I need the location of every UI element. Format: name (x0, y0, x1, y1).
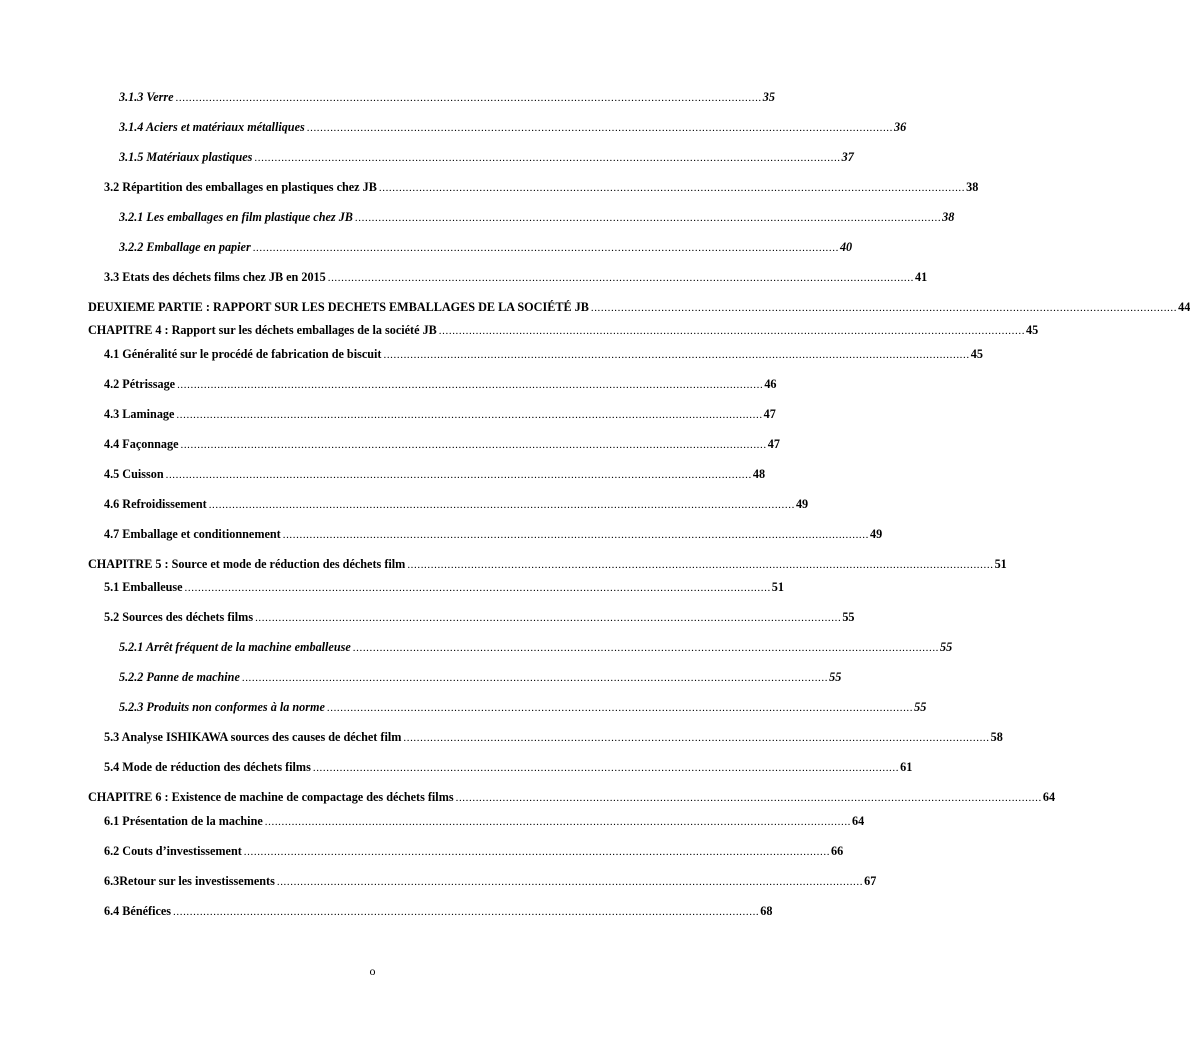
toc-entry-label: 3.1.4 Aciers et matériaux métalliques (119, 120, 305, 134)
toc-page-number: 58 (990, 730, 1003, 744)
toc-entry[interactable] (104, 376, 777, 393)
toc-page-number: 47 (767, 437, 780, 451)
toc-entry[interactable] (119, 669, 842, 686)
dot-leader: ............................................................................................................................................................................... (180, 439, 767, 451)
toc-entry-label: 4.2 Pétrissage (104, 377, 176, 391)
toc-entry[interactable] (88, 556, 1007, 573)
dot-leader: ............................................................................................................................................................................... (455, 792, 1042, 804)
toc-page-number: 68 (760, 904, 773, 918)
toc-entry-label: 3.1.5 Matériaux plastiques (119, 150, 253, 164)
toc-page-number: 38 (966, 180, 979, 194)
toc-page-number: 45 (970, 347, 983, 361)
toc-page-number: 51 (771, 580, 784, 594)
toc-entry[interactable] (119, 639, 953, 656)
toc-page-number: 51 (994, 557, 1007, 571)
toc-entry[interactable] (88, 322, 1039, 339)
toc-entry-label: 6.3Retour sur les investissements (104, 874, 275, 888)
toc-entry[interactable] (119, 239, 853, 256)
dot-leader: ............................................................................................................................................................................... (326, 702, 914, 714)
dot-leader: ............................................................................................................................................................................... (173, 906, 760, 918)
dot-leader: ............................................................................................................................................................................... (383, 349, 970, 361)
toc-entry[interactable] (104, 609, 855, 626)
toc-entry[interactable] (88, 299, 1190, 316)
dot-leader: ............................................................................................................................................................................... (327, 272, 914, 284)
dot-leader: ............................................................................................................................................................................... (264, 816, 852, 828)
dot-leader: ............................................................................................................................................................................... (254, 152, 841, 164)
toc-page-number: 55 (829, 670, 842, 684)
toc-entry[interactable] (104, 843, 844, 860)
toc-entry-label: 6.4 Bénéfices (104, 904, 172, 918)
dot-leader: ............................................................................................................................................................................... (354, 212, 942, 224)
toc-entry[interactable] (119, 209, 955, 226)
toc-page-number: 45 (1026, 323, 1039, 337)
toc-entry[interactable] (104, 179, 979, 196)
dot-leader: ............................................................................................................................................................................... (403, 732, 990, 744)
toc-page-number: 67 (864, 874, 877, 888)
dot-leader: ............................................................................................................................................................................... (306, 122, 893, 134)
toc-entry-label: DEUXIEME PARTIE : RAPPORT SUR LES DECHETS EMBALLAGES DE LA SOCIÉTÉ JB (88, 300, 589, 314)
toc-entry-label: 4.7 Emballage et conditionnement (104, 527, 281, 541)
toc-page-number: 36 (894, 120, 907, 134)
toc-entry[interactable] (104, 903, 773, 920)
dot-leader: ............................................................................................................................................................................... (352, 642, 940, 654)
toc-entry-label: 4.1 Généralité sur le procédé de fabrication de biscuit (104, 347, 382, 361)
toc-entry[interactable] (104, 466, 766, 483)
dot-leader: ............................................................................................................................................................................... (590, 302, 1178, 314)
dot-leader: ............................................................................................................................................................................... (243, 846, 831, 858)
toc-entry[interactable] (119, 699, 927, 716)
toc-entry-label: 5.2.3 Produits non conformes à la norme (119, 700, 325, 714)
toc-page-number: 64 (852, 814, 865, 828)
dot-leader: ............................................................................................................................................................................... (175, 92, 762, 104)
toc-entry[interactable] (119, 149, 854, 166)
toc-entry-label: 6.2 Couts d’investissement (104, 844, 242, 858)
toc-entry-label: 3.3 Etats des déchets films chez JB en 2015 (104, 270, 326, 284)
dot-leader: ............................................................................................................................................................................... (378, 182, 966, 194)
dot-leader: ............................................................................................................................................................................... (407, 559, 994, 571)
toc-entry-label: 5.3 Analyse ISHIKAWA sources des causes de déchet film (104, 730, 402, 744)
toc-page-number: 61 (900, 760, 913, 774)
dot-leader: ............................................................................................................................................................................... (165, 469, 752, 481)
toc-entry-label: 4.6 Refroidissement (104, 497, 207, 511)
toc-entry-label: 6.1 Présentation de la machine (104, 814, 263, 828)
toc-entry-label: 3.2.1 Les emballages en film plastique chez JB (119, 210, 353, 224)
toc-page-number: 35 (762, 90, 775, 104)
toc-entry[interactable] (104, 346, 983, 363)
toc-entry-label: 3.1.3 Verre (119, 90, 174, 104)
toc-entry-label: 5.1 Emballeuse (104, 580, 183, 594)
toc-entry[interactable] (104, 406, 776, 423)
toc-entry[interactable] (104, 759, 913, 776)
dot-leader: ............................................................................................................................................................................... (184, 582, 771, 594)
toc-entry[interactable] (104, 729, 1003, 746)
toc-entry-label: 5.4 Mode de réduction des déchets films (104, 760, 311, 774)
toc-entry-label: 3.2 Répartition des emballages en plastiques chez JB (104, 180, 377, 194)
dot-leader: ............................................................................................................................................................................... (312, 762, 900, 774)
dot-leader: ............................................................................................................................................................................... (255, 612, 842, 624)
toc-entry[interactable] (104, 496, 809, 513)
toc-entry-label: CHAPITRE 4 : Rapport sur les déchets emballages de la société JB (88, 323, 437, 337)
toc-page-number: 55 (940, 640, 953, 654)
toc-page-number: 66 (831, 844, 844, 858)
toc-entry-label: 3.2.2 Emballage en papier (119, 240, 251, 254)
toc-entry[interactable] (119, 119, 907, 136)
toc-entry[interactable] (104, 269, 928, 286)
toc-page-number: 44 (1178, 300, 1190, 314)
toc-entry[interactable] (119, 89, 775, 106)
toc-page-number: 55 (914, 700, 927, 714)
toc-entry-label: 5.2 Sources des déchets films (104, 610, 254, 624)
toc-entry[interactable] (104, 436, 780, 453)
dot-leader: ............................................................................................................................................................................... (438, 325, 1026, 337)
toc-page-number: 55 (842, 610, 855, 624)
toc-page-number: 37 (841, 150, 854, 164)
dot-leader: ............................................................................................................................................................................... (276, 876, 864, 888)
toc-page-number: 49 (869, 527, 883, 541)
toc-entry-label: 4.5 Cuisson (104, 467, 164, 481)
toc-page-number: 38 (942, 210, 955, 224)
dot-leader: ............................................................................................................................................................................... (252, 242, 839, 254)
dot-leader: ............................................................................................................................................................................... (282, 529, 869, 541)
dot-leader: ............................................................................................................................................................................... (208, 499, 795, 511)
toc-entry[interactable] (104, 579, 784, 596)
toc-entry-label: 5.2.1 Arrêt fréquent de la machine emballeuse (119, 640, 351, 654)
dot-leader: ............................................................................................................................................................................... (177, 379, 764, 391)
toc-page-number: 46 (764, 377, 777, 391)
toc-entry-label: CHAPITRE 5 : Source et mode de réduction des déchets film (88, 557, 406, 571)
toc-entry-label: 5.2.2 Panne de machine (119, 670, 240, 684)
toc-entry-label: CHAPITRE 6 : Existence de machine de compactage des déchets films (88, 790, 454, 804)
dot-leader: ............................................................................................................................................................................... (176, 409, 763, 421)
toc-entry-label: 4.4 Façonnage (104, 437, 179, 451)
toc-page-number: 64 (1042, 790, 1056, 804)
toc-entry[interactable] (104, 813, 865, 830)
toc-entry[interactable] (104, 873, 877, 890)
toc-entry[interactable] (88, 789, 1056, 806)
toc-page-number: 48 (752, 467, 766, 481)
toc-page-number: 49 (795, 497, 809, 511)
toc-page-number: 40 (839, 240, 853, 254)
toc-page-number: 41 (914, 270, 928, 284)
page-number-footer: o (369, 964, 376, 978)
toc-entry-label: 4.3 Laminage (104, 407, 175, 421)
toc-entry[interactable] (104, 526, 883, 543)
toc-page-number: 47 (763, 407, 776, 421)
dot-leader: ............................................................................................................................................................................... (241, 672, 829, 684)
